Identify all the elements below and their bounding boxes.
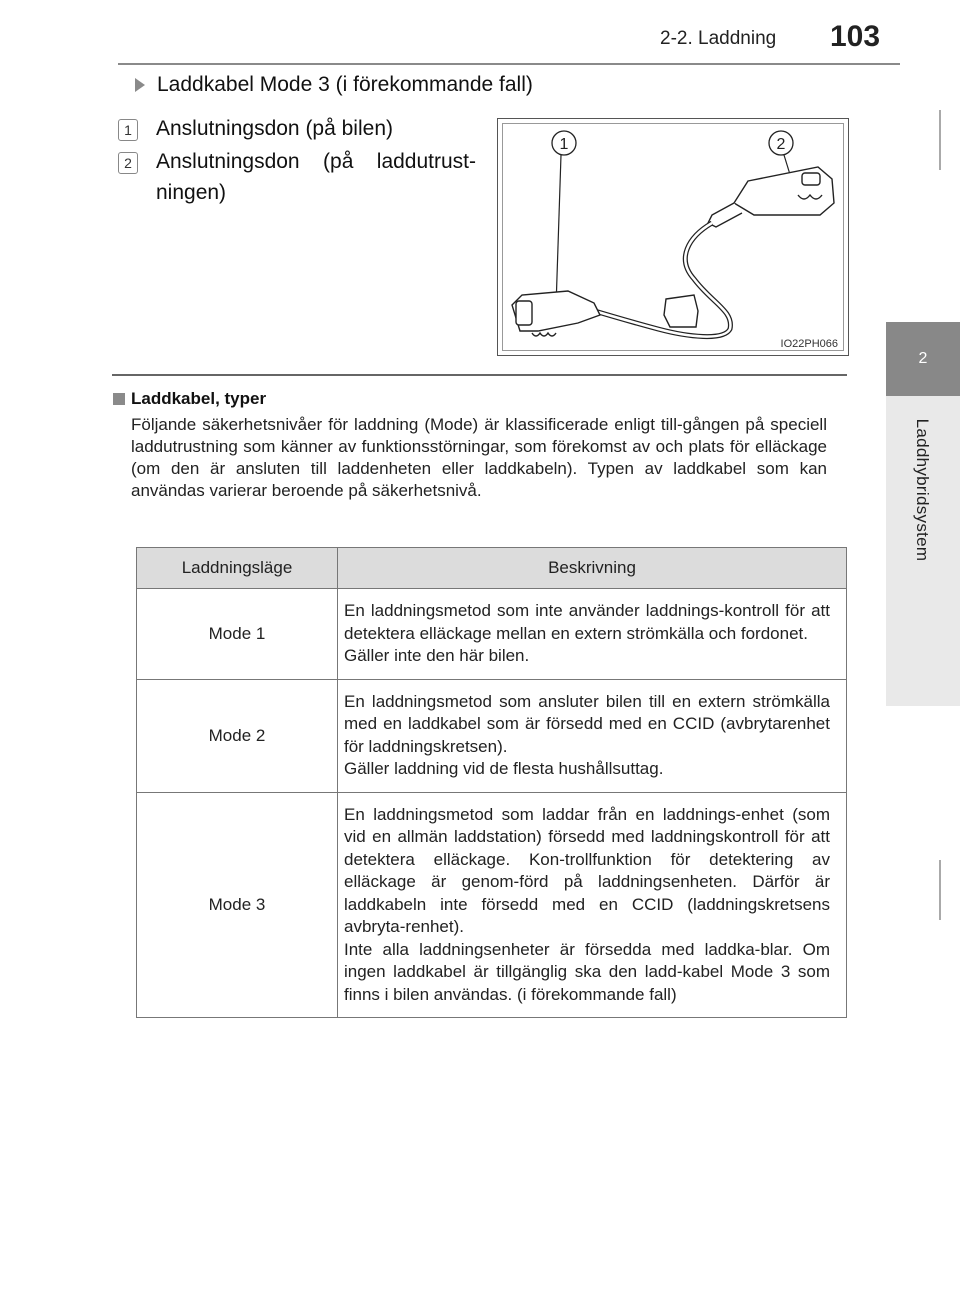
header-section-title: 2-2. Laddning: [660, 28, 777, 49]
callout-text-2: Anslutningsdon (på laddutrust-ningen): [156, 150, 476, 204]
chapter-tab-title: Laddhybridsystem: [913, 418, 932, 562]
description-note: Gäller inte den här bilen.: [344, 646, 530, 665]
header-rule: [118, 63, 900, 65]
charging-modes-table: [136, 547, 847, 1018]
side-rule-bottom: [939, 860, 941, 920]
callout-number-2: 2: [118, 152, 138, 174]
cable-heading: [135, 73, 533, 97]
equipment-connector-icon: [708, 167, 834, 227]
figure-marker-1: 1: [559, 136, 569, 153]
table-cell-description: [338, 679, 847, 792]
cable-line-highlight: [588, 223, 730, 337]
figure-code: IO22PH066: [780, 338, 838, 350]
table-row: [137, 679, 847, 792]
cable-line: [588, 223, 730, 337]
cable-tag-icon: [664, 295, 698, 327]
callout-1: [118, 113, 486, 144]
cable-types-paragraph: Följande säkerhetsnivåer för laddning (Mode) är klassificerade enligt till-gången på speciell laddutrustning som känner av funktionsstörningar, som förekomst av och plats för elläckage (om den är ansluten till laddenheten eller laddkabeln). Typen av laddkabel som kan användas varierar beroende på säkerhetsnivå.: [131, 415, 827, 500]
charging-cable-illustration: [498, 119, 848, 355]
table-cell-mode: Mode 3: [137, 792, 338, 1018]
table-header-row: [137, 548, 847, 589]
table-row: [137, 589, 847, 680]
table-cell-mode: Mode 2: [137, 679, 338, 792]
description-note: Gäller laddning vid de flesta hushållsuttag.: [344, 759, 664, 778]
section-divider: [112, 374, 847, 376]
description-text: En laddningsmetod som laddar från en laddnings-enhet (som vid en allmän laddstation) försedd med laddningskontroll för att detektera elläckage. Kon-trollfunktion för detektering av elläckage är genom-förd på laddningsenheten. Därför är laddkabeln inte försedd med en CCID (laddningskretsens avbryta-renhet).: [344, 804, 830, 936]
description-note: Inte alla laddningsenheter är försedda med laddka-blar. Om ingen laddkabel är tillgänglig ska den ladd-kabel Mode 3 som finns i bilen användas. (i förekommande fall): [344, 939, 830, 1004]
table-header-mode: Laddningsläge: [137, 548, 338, 589]
table-header-description: Beskrivning: [338, 548, 847, 589]
table-cell-description: [338, 589, 847, 680]
figure-marker-2: 2: [776, 136, 786, 153]
cable-figure: [497, 118, 849, 356]
cable-heading-text: Laddkabel Mode 3 (i förekommande fall): [157, 73, 533, 96]
chapter-tab-number: 2: [886, 322, 960, 396]
vehicle-connector-icon: [512, 291, 600, 336]
table-row: [137, 792, 847, 1018]
callout-text-1: Anslutningsdon (på bilen): [156, 117, 393, 140]
description-text: En laddningsmetod som inte använder laddnings-kontroll för att detektera elläckage mellan en extern strömkälla och fordonet.: [344, 601, 830, 643]
page-number: 103: [830, 20, 881, 53]
cable-types-heading: [113, 389, 266, 409]
figure-leader-1: [556, 155, 561, 307]
square-bullet-icon: [113, 393, 125, 405]
triangle-bullet-icon: [135, 78, 145, 92]
table-cell-mode: Mode 1: [137, 589, 338, 680]
description-text: En laddningsmetod som ansluter bilen till en extern strömkälla med en laddkabel som är försedd med en CCID (avbrytarenhet för laddningskretsen).: [344, 691, 830, 756]
callout-2: [118, 146, 476, 208]
cable-types-heading-text: Laddkabel, typer: [131, 389, 267, 408]
callout-number-1: 1: [118, 119, 138, 141]
side-rule-top: [939, 110, 941, 170]
table-cell-description: [338, 792, 847, 1018]
